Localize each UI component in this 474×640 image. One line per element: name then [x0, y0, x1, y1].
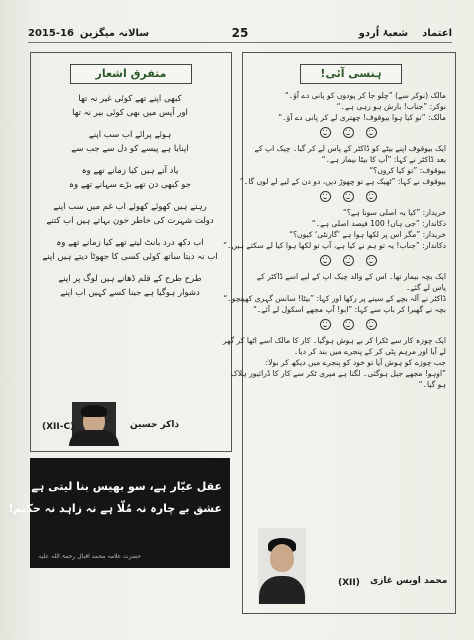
poem-line: جو کبھی دن تھے بڑے سہانے تھے وہ	[69, 180, 191, 190]
smiley-icon	[366, 319, 377, 330]
poem-line: کبھی اپنے تھے کوئی غیر نہ تھا	[78, 94, 182, 104]
header-left	[28, 28, 149, 39]
smiley-icon	[320, 255, 331, 266]
author-photo	[258, 528, 306, 604]
poem	[38, 92, 222, 308]
smiley-icon	[320, 319, 331, 330]
joke-line: بیوقوف: ”تو کیا کروں؟“	[369, 166, 446, 175]
poem-line: طرح طرح کے قلم ڈھاتے ہیں لوگ پر اپنے	[58, 274, 202, 284]
author-class: (XII)	[338, 578, 360, 588]
joke-line: مالک (نوکر سے) ”چلو جا کر پودوں کو پانی دے آؤ۔“	[284, 91, 446, 100]
poet-class: (XII-C)	[42, 422, 75, 432]
joke-line: ایک چوزہ کار سے ٹکرا کر بے ہوش ہوگیا۔ کار کا مالک اسے اٹھا کر گھر	[222, 336, 446, 345]
quote-line-2: عشق بے چارہ نہ مُلّا ہے نہ زاہد نہ حکیم!	[8, 502, 222, 515]
joke-line: لے آیا اور مرہم پٹی کر کے پنجرے میں بند کر دیا۔	[293, 347, 446, 356]
smiley-icon	[343, 319, 354, 330]
header-publication: اعتماد	[422, 27, 452, 39]
joke	[250, 90, 446, 123]
joke	[223, 271, 446, 315]
poet-name: ذاکر حسین	[130, 420, 180, 430]
smiley-divider	[250, 125, 446, 139]
joke-line: ایک بیوقوف اپنے بیٹے کو ڈاکٹر کے پاس لے کر گیا۔ چیک اپ کے	[254, 144, 446, 153]
poem-line: ہوئے پرائے اب سب اپنے	[88, 130, 172, 140]
poet-photo	[72, 402, 116, 446]
quote-line-1: عقل عیّار ہے، سو بھیس بنا لیتی ہے	[31, 480, 222, 493]
joke-line: دکاندار: ”جناب! یہ تو ہم نے کیا ہے، آپ تو لکھا ہوا کیا لے سکتے ہیں۔“	[223, 241, 446, 250]
poem-line: اور آپس میں بھی کوئی بیر نہ تھا	[72, 108, 188, 118]
smiley-divider	[250, 189, 446, 203]
author-name: محمد اویس غازی	[370, 576, 448, 586]
joke-line: پاس لے گئے۔	[405, 283, 446, 292]
quote-banner	[8, 458, 230, 568]
poem-stanza	[38, 164, 222, 192]
smiley-icon	[343, 255, 354, 266]
poem-line: اب دکھ درد بانٹ لیتے تھے کیا زمانے تھے وہ	[56, 238, 204, 248]
joke-line: بعد ڈاکٹر نے کہا: ”آپ کا بیٹا بیمار ہے۔“	[321, 155, 446, 164]
poem-stanza	[38, 128, 222, 156]
header-date: 2015-16	[28, 27, 74, 39]
smiley-icon	[366, 191, 377, 202]
poem-line: دشوار ہوگیا ہے جینا کسے کہیں اب اپنے	[60, 288, 200, 298]
smiley-icon	[366, 127, 377, 138]
header-right	[359, 28, 452, 39]
poem-stanza	[38, 272, 222, 300]
smiley-icon	[343, 191, 354, 202]
joke-line: مالک: ”تو کیا ہوا بیوقوف! چھتری لے کر پانی دے آؤ۔“	[278, 113, 446, 122]
poem-stanza	[38, 92, 222, 120]
poem-line: اب نہ دیتا ساتھ کوئی کسی کا جھوٹا دیتے ہیں اپنے	[42, 252, 218, 262]
smiley-divider	[250, 253, 446, 267]
smiley-icon	[320, 191, 331, 202]
page-header	[28, 24, 452, 43]
jokes-title: ہنسی آئی!	[300, 64, 402, 84]
jokes-list	[222, 90, 446, 390]
joke	[222, 335, 446, 390]
joke-line: نوکر: ”جناب! بارش ہو رہی ہے۔“	[336, 102, 446, 111]
joke	[223, 207, 446, 251]
joke-line: بچہ نے گھبرا کر باپ سے کہا: ”ابو! آپ مجھے اسکول لے آئے۔“	[252, 305, 446, 314]
poem-stanza	[38, 236, 222, 264]
joke-line: دکاندار: ”جی ہاں! 100 فیصد اصلی ہے۔“	[311, 219, 446, 228]
joke-line: ڈاکٹر نے آلہ بچے کے سینے پر رکھا اور کہا: ”بیٹا! سانس گہری کھینچو۔“	[223, 294, 446, 303]
joke	[239, 143, 446, 187]
joke-line: ایک بچہ بیمار تھا۔ اس کے والد چیک اپ کے لیے اسے ڈاکٹر کے	[256, 272, 446, 281]
poem-line: رہتے ہیں کھوئے کھوئے اب غم میں سب اپنے	[53, 202, 207, 212]
smiley-icon	[320, 127, 331, 138]
poem-line: اپنایا ہے پیسے کو دل سے جب سے	[71, 144, 189, 154]
joke-line: بیوقوف نے کہا: ”ٹھیک ہے تو چھوڑ دیں، دو دن کے لیے لے لوں گا۔“	[239, 177, 446, 186]
header-department: شعبۂ اُردو	[358, 27, 409, 39]
quote-credit: حضرت علامہ محمد اقبال رحمۃ اللہ علیہ	[38, 553, 141, 560]
poem-line: یاد آتے ہیں کیا زمانے تھے وہ	[81, 166, 179, 176]
smiley-divider	[250, 317, 446, 331]
joke-line: جب چوزے کو ہوش آیا تو خود کو پنجرے میں دیکھ کر بولا:	[265, 358, 446, 367]
joke-line: خریدار: ”کیا یہ اصلی سونا ہے؟“	[342, 208, 446, 217]
poem-stanza	[38, 200, 222, 228]
page-number: 25	[231, 26, 249, 40]
joke-line: ”اوہو! مجھے جیل ہوگئی۔ لگتا ہے میری ٹکر سے کار کا ڈرائیور ہلاک	[230, 369, 446, 378]
smiley-icon	[366, 255, 377, 266]
poetry-title: متفرق اشعار	[70, 64, 192, 84]
joke-line: خریدار: ”مگر اس پر لکھا ہوا ہے ’گارنٹی‘ کیوں؟“	[289, 230, 446, 239]
joke-line: ہو گیا۔“	[418, 380, 446, 389]
smiley-icon	[343, 127, 354, 138]
poem-line: دولت شہرت کی خاطر خون بہاتے ہیں اب کتنے	[46, 216, 214, 226]
header-magazine: سالانہ میگزین	[79, 27, 150, 39]
